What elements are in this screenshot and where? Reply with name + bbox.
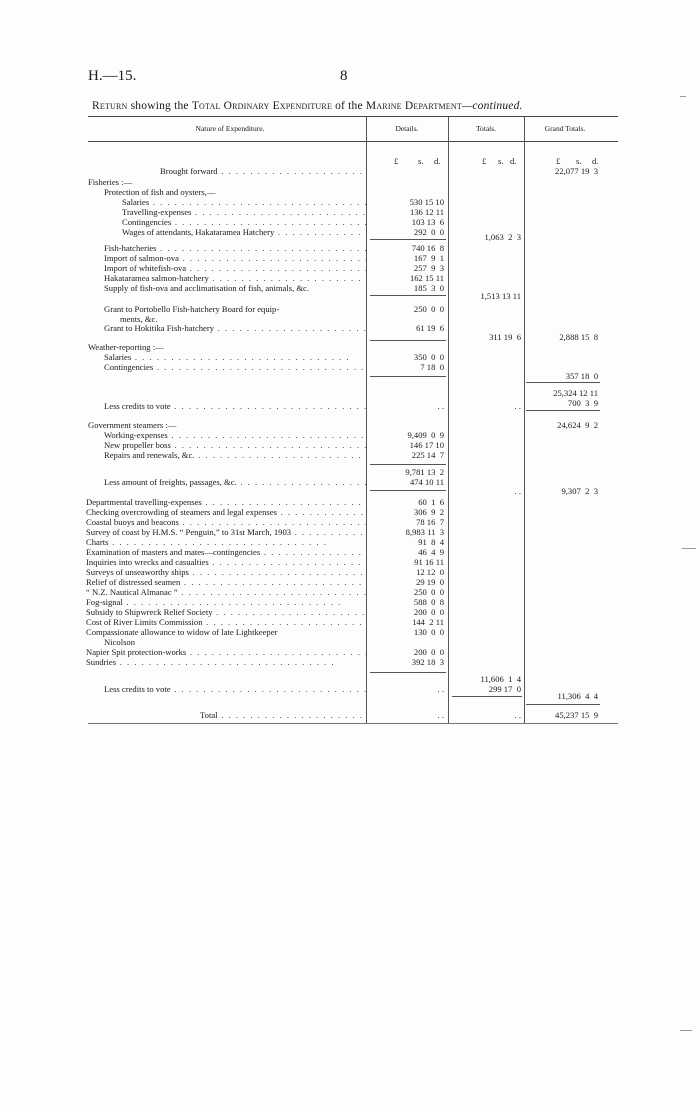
- row-label: Salaries . .: [122, 197, 366, 208]
- details-amount: 78 16 7: [416, 517, 444, 527]
- row-label: Travelling-expenses . .: [122, 207, 366, 218]
- table-bottom-rule: [88, 723, 618, 724]
- row-label: Subsidy to Shipwreck Relief Society . .: [86, 607, 366, 618]
- row-label: Repairs and renewals, &c. . .: [104, 450, 366, 461]
- totals-amount: . .: [514, 710, 521, 720]
- row-label: Surveys of unseaworthy ships . .: [86, 567, 366, 578]
- report-reference: H.—15.: [88, 68, 137, 84]
- details-amount: 9,409 0 9: [407, 430, 444, 440]
- row-label: Less credits to vote . .: [104, 401, 366, 412]
- table-row: [0, 166, 700, 177]
- row-label: Inquiries into wrecks and casualties . .: [86, 557, 366, 568]
- scan-mark: [680, 96, 686, 97]
- subtotal-rule: [526, 704, 600, 705]
- subtotal-rule: [370, 672, 446, 673]
- details-amount: 350 0 0: [413, 352, 444, 362]
- row-label: Examination of masters and mates—contingencies . .: [86, 547, 366, 558]
- row-label: Wages of attendants, Hakataramea Hatchery . .: [122, 227, 366, 238]
- row-label: Nicolson: [104, 637, 136, 647]
- currency-pence: d.: [592, 156, 599, 166]
- title-word: Total Ordinary Expenditure: [191, 100, 333, 112]
- currency-pence: d.: [434, 156, 441, 166]
- details-amount: . .: [437, 710, 444, 720]
- details-amount: 250 0 0: [413, 304, 444, 314]
- currency-shillings: s.: [418, 156, 424, 166]
- row-label: Weather-reporting :—: [88, 342, 164, 352]
- row-label: Grant to Portobello Fish-hatchery Board for equip-: [104, 304, 280, 314]
- details-amount: 225 14 7: [411, 450, 444, 460]
- totals-amount: . .: [514, 401, 521, 411]
- header-bottom-rule: [88, 141, 618, 142]
- details-amount: 250 0 0: [413, 587, 444, 597]
- details-amount: 740 16 8: [411, 243, 444, 253]
- row-label: Hakataramea salmon-hatchery . .: [104, 273, 366, 284]
- currency-pounds: £: [556, 156, 561, 166]
- totals-amount: 1,063 2 3: [484, 232, 521, 242]
- table-row: [0, 291, 700, 302]
- details-amount: 144 2 11: [412, 617, 444, 627]
- details-amount: 91 8 4: [418, 537, 444, 547]
- grand-total-amount: 22,077 19 3: [555, 166, 598, 176]
- totals-amount: 311 19 6: [489, 332, 521, 342]
- details-amount: 200 0 0: [413, 607, 444, 617]
- table-row: [0, 232, 700, 243]
- details-amount: 130 0 0: [413, 627, 444, 637]
- row-label: Contingencies . .: [122, 217, 366, 228]
- table-row: [0, 657, 700, 668]
- details-amount: 292 0 0: [413, 227, 444, 237]
- currency-pounds: £: [482, 156, 487, 166]
- table-row: [0, 450, 700, 461]
- column-header-grand-totals: Grand Totals.: [544, 124, 586, 133]
- table-title: [92, 100, 523, 112]
- title-word: showing the: [130, 100, 189, 112]
- grand-total-amount: 24,624 9 2: [557, 420, 598, 430]
- grand-total-amount: 9,307 2 3: [561, 486, 598, 496]
- row-label: Survey of coast by H.M.S. “ Penguin,” to 31st March, 1903 . .: [86, 527, 366, 538]
- row-label: Working-expenses . .: [104, 430, 366, 441]
- details-amount: 146 17 10: [409, 440, 444, 450]
- title-word: Return: [92, 100, 128, 112]
- grand-total-amount: 2,888 15 8: [559, 332, 598, 342]
- row-label: Fog-signal . .: [86, 597, 366, 608]
- row-label: Government steamers :—: [88, 420, 177, 430]
- details-amount: 29 19 0: [416, 577, 444, 587]
- details-amount: 392 18 3: [411, 657, 444, 667]
- row-label: Fish-hatcheries . .: [104, 243, 366, 254]
- row-label: Grant to Hokitika Fish-hatchery . .: [104, 323, 366, 334]
- row-label: Protection of fish and oysters,—: [104, 187, 216, 197]
- details-amount: 200 0 0: [413, 647, 444, 657]
- table-row: [0, 401, 700, 412]
- row-label: Salaries . .: [104, 352, 366, 363]
- grand-total-amount: 25,324 12 11: [553, 388, 598, 398]
- row-label: Checking overcrowding of steamers and legal expenses . .: [86, 507, 366, 518]
- totals-amount: 1,513 13 11: [480, 291, 521, 301]
- details-amount: . .: [437, 684, 444, 694]
- page-header: [88, 68, 618, 88]
- details-amount: 9,781 13 2: [405, 467, 444, 477]
- row-label: ments, &c.: [120, 314, 158, 324]
- details-amount: 12 12 0: [416, 567, 444, 577]
- details-amount: 474 10 11: [409, 477, 444, 487]
- column-header-nature: Nature of Expenditure.: [195, 124, 265, 133]
- details-amount: 530 15 10: [409, 197, 444, 207]
- row-label: Less amount of freights, passages, &c. . .: [104, 477, 366, 488]
- row-label: Import of salmon-ova . .: [104, 253, 366, 264]
- column-header-details: Details.: [395, 124, 419, 133]
- details-amount: 60 1 6: [418, 497, 444, 507]
- row-label: Coastal buoys and beacons . .: [86, 517, 366, 528]
- row-label: Total . .: [200, 710, 366, 721]
- grand-total-amount: 45,237 15 9: [555, 710, 598, 720]
- details-amount: 61 19 6: [416, 323, 444, 333]
- details-amount: 306 9 2: [413, 507, 444, 517]
- row-label: Relief of distressed seamen . .: [86, 577, 366, 588]
- details-amount: 8,983 11 3: [405, 527, 444, 537]
- grand-total-amount: 11,306 4 4: [557, 691, 598, 701]
- details-amount: 91 16 11: [414, 557, 444, 567]
- title-word: of the: [335, 100, 363, 112]
- details-amount: 588 0 8: [413, 597, 444, 607]
- scan-mark: [680, 1030, 692, 1031]
- table-top-rule: [88, 116, 618, 117]
- details-amount: . .: [437, 401, 444, 411]
- details-amount: 185 3 0: [413, 283, 444, 293]
- details-amount: 257 9 3: [413, 263, 444, 273]
- scan-mark: [682, 548, 696, 549]
- subtotal-rule: [370, 464, 446, 465]
- row-label: Charts . .: [86, 537, 366, 548]
- row-label: Departmental travelling-expenses . .: [86, 497, 366, 508]
- title-word: —continued.: [461, 100, 523, 112]
- row-label: Import of whitefish-ova . .: [104, 263, 366, 274]
- row-label: New propeller boss . .: [104, 440, 366, 451]
- details-amount: 162 15 11: [409, 273, 444, 283]
- row-label: Compassionate allowance to widow of late Lightkeeper: [86, 627, 278, 637]
- totals-amount: 299 17 0: [488, 684, 521, 694]
- grand-total-amount: 357 18 0: [565, 371, 598, 381]
- currency-pence: d.: [510, 156, 517, 166]
- column-header-totals: Totals.: [475, 124, 497, 133]
- subtotal-rule: [526, 382, 600, 383]
- title-word: Marine Department: [365, 100, 462, 112]
- currency-pounds: £: [394, 156, 399, 166]
- row-label: Napier Spit protection-works . .: [86, 647, 366, 658]
- details-amount: 167 9 1: [413, 253, 444, 263]
- details-amount: 136 12 11: [409, 207, 444, 217]
- page-number: 8: [340, 68, 348, 84]
- row-label: Less credits to vote . .: [104, 684, 366, 695]
- details-amount: 103 13 6: [411, 217, 444, 227]
- row-label: Sundries . .: [86, 657, 366, 668]
- details-amount: 7 18 0: [420, 362, 444, 372]
- row-label: Fisheries :—: [88, 177, 133, 187]
- currency-shillings: s.: [576, 156, 582, 166]
- row-label: Brought forward . .: [160, 166, 366, 177]
- details-amount: 46 4 9: [418, 547, 444, 557]
- row-label: “ N.Z. Nautical Almanac ” . .: [86, 587, 366, 598]
- table-row: [0, 710, 700, 721]
- currency-shillings: s.: [498, 156, 504, 166]
- totals-amount: 11,606 1 4: [480, 674, 521, 684]
- table-row: [0, 371, 700, 382]
- table-row: [0, 691, 700, 702]
- row-label: Contingencies . .: [104, 362, 366, 373]
- grand-total-amount: 700 3 9: [567, 398, 598, 408]
- row-label: Supply of fish-ova and acclimatisation of fish, animals, &c.: [104, 283, 310, 293]
- row-label: Cost of River Limits Commission . .: [86, 617, 366, 628]
- totals-amount: . .: [514, 486, 521, 496]
- table-row: [0, 486, 700, 497]
